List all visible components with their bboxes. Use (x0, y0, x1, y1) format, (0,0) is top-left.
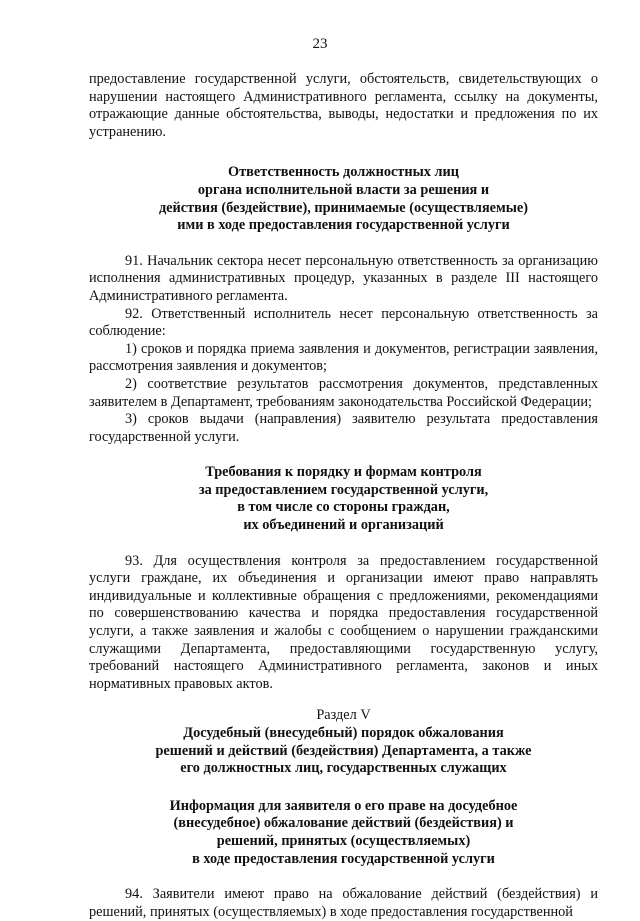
heading-line: их объединений и организаций (243, 517, 444, 534)
heading-line: в том числе со стороны граждан, (237, 499, 450, 516)
paragraph-92: 92. Ответственный исполнитель несет персональную ответственность за соблюдение: (89, 305, 598, 340)
paragraph-91: 91. Начальник сектора несет персональную ответственность за организацию исполнения административных процедур, указанных в разделе III настоящего Административного регламента. (89, 252, 598, 304)
paragraph-92-item-1: 1) сроков и порядка приема заявления и документов, регистрации заявления, рассмотрения заявления и документов; (89, 340, 598, 375)
section-title (89, 725, 598, 778)
heading-info (89, 798, 598, 868)
heading-line: (внесудебное) обжалование действий (бездействия) и (173, 815, 514, 832)
paragraph-94: 94. Заявители имеют право на обжалование действий (бездействия) и решений, принятых (осуществляемых) в ходе предоставления государственной (89, 886, 598, 920)
heading-line: в ходе предоставления государственной услуги (192, 850, 495, 867)
paragraph-93: 93. Для осуществления контроля за предоставлением государственной услуги граждане, их объединения и организации имеют право направлять индивидуальные и коллективные обращения с предложениями, рекомендациями по совершенствованию качества и порядка предоставления государственной услуги, а также заявления и жалобы с сообщением о нарушении гражданскими служащими Департамента, предоставляющими государственную услугу, требований настоящего Административного регламента, законов и иных нормативных правовых актов. (89, 552, 598, 692)
document-body (89, 71, 598, 921)
heading-line: действия (бездействие), принимаемые (осуществляемые) (158, 199, 529, 216)
heading-line: органа исполнительной власти за решения и (197, 181, 490, 198)
heading-line: Требования к порядку и формам контроля (205, 464, 482, 481)
section-label: Раздел V (316, 707, 371, 724)
paragraph-92-item-3: 3) сроков выдачи (направления) заявителю результата предоставления государственной услуги. (89, 411, 598, 445)
heading-control (89, 464, 598, 534)
heading-line: ими в ходе предоставления государственной услуги (177, 217, 510, 234)
heading-line: Досудебный (внесудебный) порядок обжалования (183, 725, 504, 741)
heading-line: Ответственность должностных лиц (228, 164, 459, 181)
heading-line: Информация для заявителя о его праве на досудебное (169, 797, 518, 814)
paragraph-92-item-2: 2) соответствие результатов рассмотрения документов, представленных заявителем в Департамент, требованиям законодательства Российской Федерации; (89, 375, 598, 410)
page-number: 23 (312, 36, 328, 52)
heading-line: решений и действий (бездействия) Департамента, а также (155, 742, 532, 759)
heading-responsibility (89, 164, 598, 234)
heading-line: за предоставлением государственной услуги, (198, 481, 489, 498)
heading-line: его должностных лиц, государственных служащих (180, 760, 507, 777)
heading-line: решений, принятых (осуществляемых) (216, 832, 471, 849)
intro-paragraph: предоставление государственной услуги, обстоятельств, свидетельствующих о нарушении настоящего Административного регламента, ссылку на документы, отражающие данные обстоятельства, выводы, недостатки и предложения по их устранению. (89, 71, 598, 140)
